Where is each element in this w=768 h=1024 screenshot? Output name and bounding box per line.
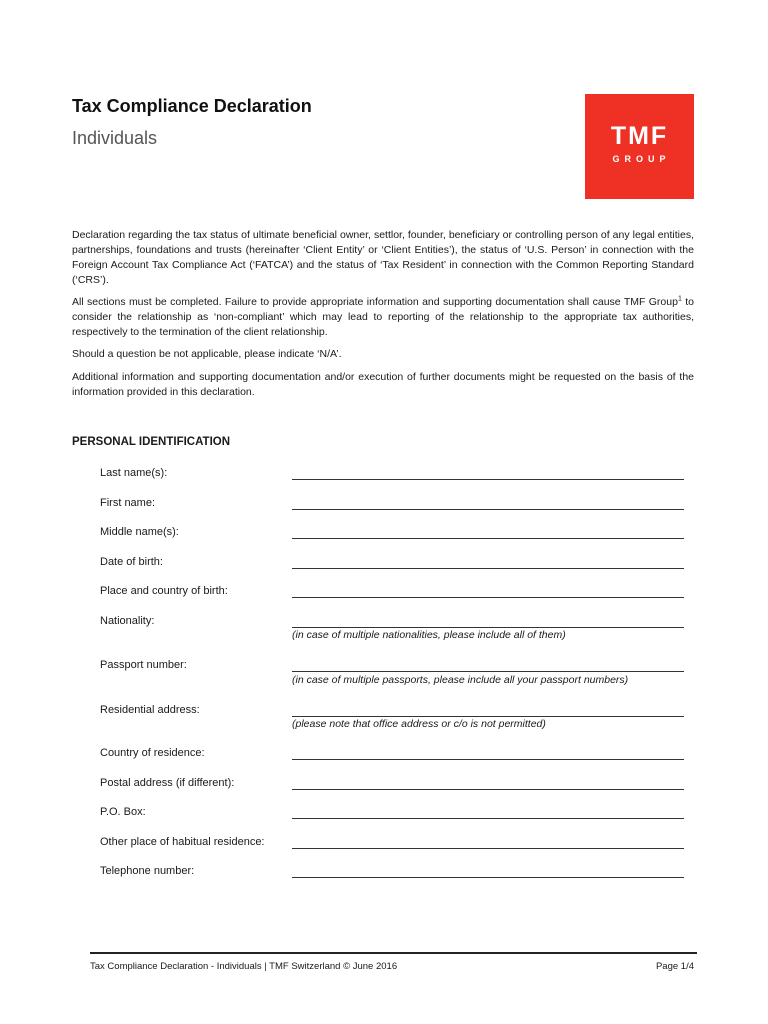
intro-paragraph-2-end: to consider the relationship as ‘non-compliant’ which may lead to reporting of the relationship to the appropriate tax authorities, respectively to the termination of the client relationship.	[72, 296, 694, 338]
field-label-telephone-number: Telephone number:	[100, 865, 195, 877]
field-input-middle-name[interactable]	[292, 538, 684, 539]
section-heading-personal-identification: PERSONAL IDENTIFICATION	[72, 436, 231, 448]
footer-rule	[90, 952, 697, 954]
intro-paragraph-4: Additional information and supporting documentation and/or execution of further documents might be requested on the basis of the information provided in this declaration.	[72, 371, 694, 398]
field-input-passport-number[interactable]	[292, 671, 684, 672]
field-label-residential-address: Residential address:	[100, 704, 200, 716]
document-title: Tax Compliance Declaration	[72, 96, 312, 116]
page-number: Page 1/4	[655, 961, 694, 972]
logo-main-text: TMF	[610, 122, 669, 150]
intro-paragraph-3: Should a question be not applicable, please indicate ‘N/A’.	[72, 348, 342, 360]
field-input-telephone-number[interactable]	[292, 877, 684, 878]
field-note-passport-number: (in case of multiple passports, please include all your passport numbers)	[292, 674, 629, 686]
document-subtitle: Individuals	[72, 128, 158, 148]
field-label-middle-name: Middle name(s):	[100, 526, 179, 538]
field-label-first-name: First name:	[100, 497, 156, 509]
field-input-first-name[interactable]	[292, 509, 684, 510]
field-input-residential-address[interactable]	[292, 716, 684, 717]
field-label-habitual-residence: Other place of habitual residence:	[100, 836, 265, 848]
footer-text: Tax Compliance Declaration - Individuals | TMF Switzerland © June 2016	[90, 961, 398, 972]
intro-paragraph-2-start: All sections must be completed. Failure to provide appropriate information and supporting documentation shall cause TMF Group	[72, 296, 678, 308]
field-note-residential-address: (please note that office address or c/o is not permitted)	[292, 718, 546, 730]
tmf-group-logo	[585, 94, 694, 199]
field-label-postal-address: Postal address (if different):	[100, 777, 235, 789]
field-input-postal-address[interactable]	[292, 789, 684, 790]
field-input-date-of-birth[interactable]	[292, 568, 684, 569]
field-label-passport-number: Passport number:	[100, 659, 187, 671]
field-label-country-of-residence: Country of residence:	[100, 747, 205, 759]
field-input-nationality[interactable]	[292, 627, 684, 628]
footnote-marker: 1	[677, 295, 682, 303]
field-input-po-box[interactable]	[292, 818, 684, 819]
field-input-habitual-residence[interactable]	[292, 848, 684, 849]
field-input-last-name[interactable]	[292, 479, 684, 480]
logo-sub-text: GROUP	[612, 154, 671, 164]
intro-paragraph-1: Declaration regarding the tax status of ultimate beneficial owner, settlor, founder, beneficiary or controlling person of any legal entities, partnerships, foundations and trusts (hereinafter ‘Client Entity’ or ‘Client Entities’), the status of ‘U.S. Person’ in connection with the Foreign Account Tax Compliance Act (‘FATCA’) and the status of ‘Tax Resident’ in connection with the Common Reporting Standard (‘CRS’).	[72, 229, 694, 286]
field-label-nationality: Nationality:	[100, 615, 155, 627]
field-label-place-of-birth: Place and country of birth:	[100, 585, 228, 597]
field-input-country-of-residence[interactable]	[292, 759, 684, 760]
field-input-place-of-birth[interactable]	[292, 597, 684, 598]
field-label-last-name: Last name(s):	[100, 467, 168, 479]
field-label-po-box: P.O. Box:	[100, 806, 146, 818]
field-label-date-of-birth: Date of birth:	[100, 556, 163, 568]
field-note-nationality: (in case of multiple nationalities, please include all of them)	[292, 629, 566, 641]
intro-paragraph-2	[72, 295, 694, 340]
